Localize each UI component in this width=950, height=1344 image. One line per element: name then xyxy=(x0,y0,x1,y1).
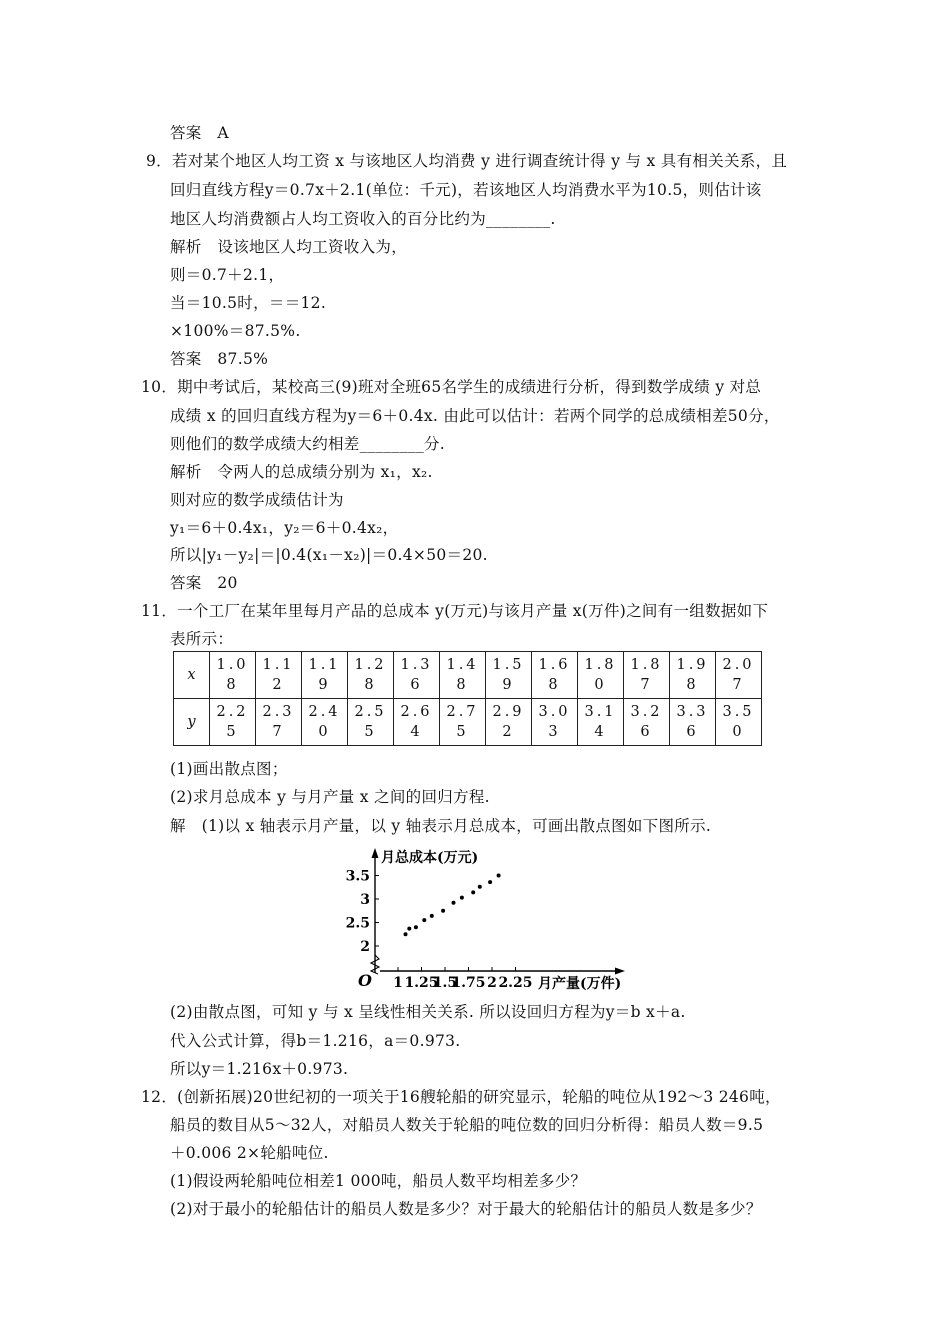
y-tick-label: 2 xyxy=(360,939,370,955)
x-tick-label: 1.75 xyxy=(451,975,486,991)
scatter-point xyxy=(471,890,475,894)
analysis-9-line-1: 解析 设该地区人均工资收入为， xyxy=(170,238,408,256)
solution-11-line-3: 代入公式计算，得b＝1.216，a＝0.973. xyxy=(170,1032,461,1050)
table-header-x: x xyxy=(174,652,210,699)
y-axis-label: 月总成本(万元) xyxy=(381,850,479,866)
question-10-line-1: 10．期中考试后，某校高三(9)班对全班65名学生的成绩进行分析，得到数学成绩 y 对总 xyxy=(141,378,762,396)
question-10-line-3: 则他们的数学成绩大约相差________分. xyxy=(170,435,446,453)
table-cell: 2.3 7 xyxy=(256,699,302,746)
table-header-y: y xyxy=(174,699,210,746)
table-cell: 1.3 6 xyxy=(394,652,440,699)
table-cell: 1.8 0 xyxy=(578,652,624,699)
answer-8: 答案 A xyxy=(170,124,229,142)
table-cell: 3.5 0 xyxy=(716,699,762,746)
x-tick-label: 2 xyxy=(487,975,497,991)
question-9-line-2: 回归直线方程y＝0.7x＋2.1(单位：千元)，若该地区人均消费水平为10.5，则估计该 xyxy=(170,181,762,199)
y-tick-label: 3 xyxy=(360,892,370,908)
table-cell: 2.2 5 xyxy=(210,699,256,746)
solution-11-line-2: (2)由散点图，可知 y 与 x 呈线性相关关系. 所以设回归方程为y＝b x＋a. xyxy=(170,1003,686,1021)
question-12-line-1: 12．(创新拓展)20世纪初的一项关于16艘轮船的研究显示，轮船的吨位从192～3 246吨， xyxy=(141,1088,781,1106)
table-cell: 2.9 2 xyxy=(486,699,532,746)
analysis-9-line-3: 当＝10.5时，＝＝12. xyxy=(170,294,327,312)
scatter-point xyxy=(460,896,464,900)
solution-11-line-4: 所以y＝1.216x＋0.973. xyxy=(170,1060,349,1078)
table-cell: 3.2 6 xyxy=(624,699,670,746)
analysis-10-line-3: y₁＝6＋0.4x₁，y₂＝6＋0.4x₂， xyxy=(170,519,399,537)
table-cell: 3.1 4 xyxy=(578,699,624,746)
scatter-point xyxy=(407,927,411,931)
table-cell: 1.2 8 xyxy=(348,652,394,699)
analysis-10-line-2: 则对应的数学成绩估计为 xyxy=(170,491,344,509)
table-cell: 1.4 8 xyxy=(440,652,486,699)
answer-9: 答案 87.5% xyxy=(170,350,269,368)
y-axis-arrow-icon xyxy=(372,848,379,858)
scatter-point xyxy=(441,909,445,913)
y-tick-label: 2.5 xyxy=(345,915,370,932)
table-cell: 2.7 5 xyxy=(440,699,486,746)
question-9-line-1: 9．若对某个地区人均工资 x 与该地区人均消费 y 进行调查统计得 y 与 x 具有相关关系，且 xyxy=(146,152,788,170)
table-cell: 2.4 0 xyxy=(302,699,348,746)
question-12-line-2: 船员的数目从5～32人，对船员人数关于轮船的吨位数的回归分析得：船员人数＝9.5 xyxy=(170,1116,764,1134)
scatter-point xyxy=(488,880,492,884)
x-axis-label: 月产量(万件) xyxy=(538,976,622,992)
scatter-point xyxy=(430,914,434,918)
scatter-point xyxy=(404,932,408,936)
x-tick-label: 1 xyxy=(393,975,403,991)
question-11-part-1: (1)画出散点图； xyxy=(170,760,288,778)
table-cell: 2.6 4 xyxy=(394,699,440,746)
scatter-point xyxy=(478,885,482,889)
x-tick-label: 1.5 xyxy=(432,975,458,991)
analysis-9-line-4: ×100%＝87.5%. xyxy=(170,322,301,340)
table-cell: 3.3 6 xyxy=(670,699,716,746)
x-tick-label: 2.25 xyxy=(498,975,533,991)
question-9-line-3: 地区人均消费额占人均工资收入的百分比约为________. xyxy=(170,210,556,228)
question-11-part-2: (2)求月总成本 y 与月产量 x 之间的回归方程. xyxy=(170,788,490,806)
table-cell: 2.0 7 xyxy=(716,652,762,699)
table-cell: 1.8 7 xyxy=(624,652,670,699)
question-10-line-2: 成绩 x 的回归直线方程为y＝6＋0.4x. 由此可以估计：若两个同学的总成绩相差50分， xyxy=(170,407,780,425)
table-cell: 1.5 9 xyxy=(486,652,532,699)
question-12-line-3: ＋0.006 2×轮船吨位. xyxy=(170,1144,329,1162)
table-cell: 1.1 2 xyxy=(256,652,302,699)
table-cell: 1.6 8 xyxy=(532,652,578,699)
y-tick-label: 3.5 xyxy=(345,868,370,885)
question-11-line-2: 表所示： xyxy=(170,630,234,648)
table-cell: 1.1 9 xyxy=(302,652,348,699)
table-cell: 1.0 8 xyxy=(210,652,256,699)
table-cell: 1.9 8 xyxy=(670,652,716,699)
question-12-part-1: (1)假设两轮船吨位相差1 000吨，船员人数平均相差多少？ xyxy=(170,1172,587,1190)
scatter-point xyxy=(422,918,426,922)
analysis-10-line-1: 解析 令两人的总成绩分别为 x₁，x₂. xyxy=(170,463,433,481)
x-tick-label: 1.25 xyxy=(404,975,439,991)
analysis-10-line-4: 所以|y₁－y₂|＝|0.4(x₁－x₂)|＝0.4×50＝20. xyxy=(170,546,488,564)
question-12-part-2: (2)对于最小的轮船估计的船员人数是多少？对于最大的轮船估计的船员人数是多少？ xyxy=(170,1200,762,1218)
scatter-point xyxy=(414,925,418,929)
answer-10: 答案 20 xyxy=(170,574,238,592)
question-11-line-1: 11．一个工厂在某年里每月产品的总成本 y(万元)与该月产量 x(万件)之间有一组数据如下 xyxy=(141,602,769,620)
scatter-point xyxy=(452,901,456,905)
scatter-point xyxy=(497,874,501,878)
analysis-9-line-2: 则＝0.7＋2.1， xyxy=(170,266,285,284)
table-cell: 2.5 5 xyxy=(348,699,394,746)
table-cell: 3.0 3 xyxy=(532,699,578,746)
solution-11-line-1: 解 (1)以 x 轴表示月产量，以 y 轴表示月总成本，可画出散点图如下图所示. xyxy=(170,817,712,835)
x-axis-arrow-icon xyxy=(615,968,625,975)
origin-label: O xyxy=(358,971,372,990)
